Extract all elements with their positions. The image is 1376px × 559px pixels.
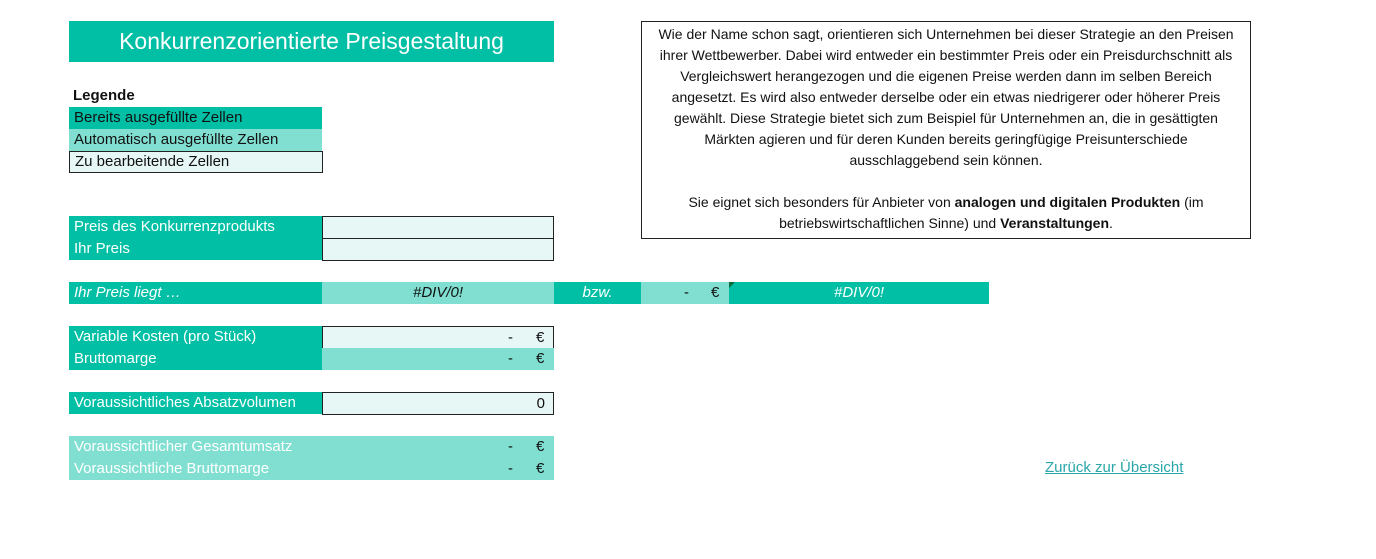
your-price-input[interactable] [322, 238, 554, 261]
sales-volume-label: Voraussichtliches Absatzvolumen [69, 392, 322, 414]
page-title: Konkurrenzorientierte Preisgestaltung [69, 21, 554, 62]
total-revenue-currency: € [536, 438, 545, 455]
variable-costs-currency: € [536, 329, 545, 346]
strategy-description [641, 21, 1251, 239]
price-comparison-value: #DIV/0! [729, 282, 989, 304]
price-difference-amount [641, 282, 729, 304]
total-margin-label: Voraussichtliche Bruttomarge [69, 458, 322, 480]
total-revenue-label: Voraussichtlicher Gesamtumsatz [69, 436, 322, 458]
gross-margin-value [322, 348, 554, 370]
total-revenue-dash: - [508, 438, 513, 455]
comment-indicator-icon [729, 282, 735, 288]
total-revenue-value [322, 436, 554, 458]
variable-costs-dash: - [508, 329, 513, 346]
price-position-label: Ihr Preis liegt … [69, 282, 322, 304]
total-margin-currency: € [536, 460, 545, 477]
gross-margin-dash: - [508, 350, 513, 367]
total-margin-value [322, 458, 554, 480]
legend-prefilled: Bereits ausgefüllte Zellen [69, 107, 322, 129]
description-paragraph-2: Sie eignet sich besonders für Anbieter von analogen und digitalen Produkten (im betriebswirtschaftlichen Sinne) und Veranstaltungen. [688, 194, 1204, 231]
legend-automatic: Automatisch ausgefüllte Zellen [69, 129, 322, 151]
gross-margin-currency: € [536, 350, 545, 367]
competitor-price-input[interactable] [322, 216, 554, 239]
your-price-label: Ihr Preis [69, 238, 322, 260]
competitor-price-label: Preis des Konkurrenzprodukts [69, 216, 322, 238]
legend-editable: Zu bearbeitende Zellen [69, 151, 323, 173]
bzw-label: bzw. [554, 282, 641, 304]
gross-margin-label: Bruttomarge [69, 348, 322, 370]
total-margin-dash: - [508, 460, 513, 477]
price-percent-value: #DIV/0! [322, 282, 554, 304]
sales-volume-input[interactable]: 0 [322, 392, 554, 415]
back-to-overview-link[interactable]: Zurück zur Übersicht [1045, 459, 1184, 476]
price-difference-currency: € [711, 284, 720, 301]
description-paragraph-1: Wie der Name schon sagt, orientieren sich Unternehmen bei dieser Strategie an den Preisen ihrer Wettbewerber. Dabei wird entweder ein bestimmter Preis oder ein Preisdurchschnitt als Vergleichswert herangezogen und die eigenen Preise werden dann im selben Bereich angesetzt. Es wird also entweder derselbe oder ein etwas niedrigerer oder höherer Preis gewählt. Diese Strategie bietet sich zum Beispiel für Unternehmen an, die in gesättigten Märkten agieren und für deren Kunden bereits geringfügige Preisunterschiede ausschlaggebend sein können. [658, 26, 1234, 168]
variable-costs-input[interactable] [322, 326, 554, 349]
variable-costs-label: Variable Kosten (pro Stück) [69, 326, 322, 348]
legend-heading: Legende [73, 87, 135, 104]
price-difference-dash: - [684, 284, 689, 301]
